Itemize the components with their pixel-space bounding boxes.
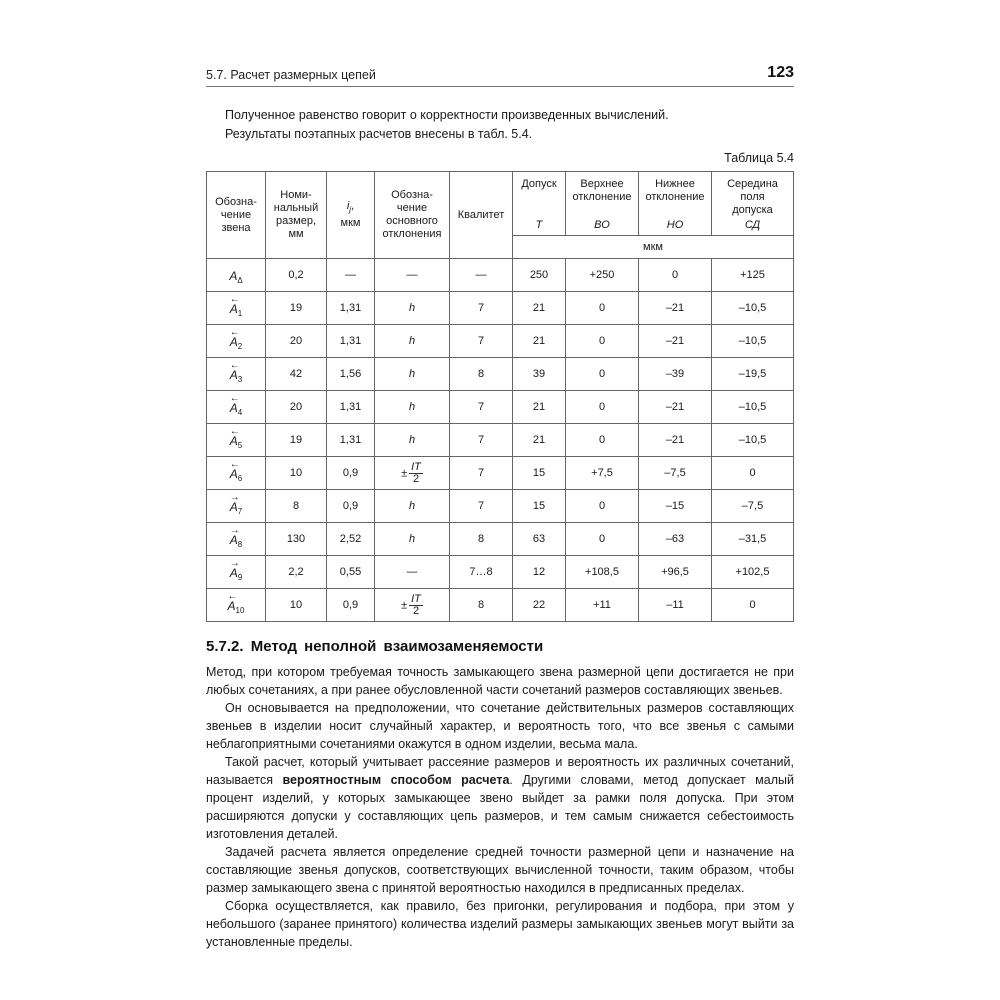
tolerance: 250 (513, 259, 566, 292)
tolerance-unit: 2,52 (327, 523, 375, 556)
tolerance: 21 (513, 292, 566, 325)
direction-arrow-icon: → (229, 558, 240, 569)
lower-deviation: –15 (639, 490, 712, 523)
main-deviation: ± $\frac{IT}{2}$ (375, 589, 450, 622)
direction-arrow-icon: ← (229, 426, 240, 437)
tolerance: 21 (513, 424, 566, 457)
link-symbol: ← $A_3$ (207, 358, 266, 391)
link-symbol: → $A_7$ (207, 490, 266, 523)
nominal-size: 8 (266, 490, 327, 523)
link-symbol: ← $A_4$ (207, 391, 266, 424)
nominal-size: 2,2 (266, 556, 327, 589)
lower-deviation: –21 (639, 292, 712, 325)
page-number: 123 (767, 64, 794, 81)
lower-deviation: –21 (639, 391, 712, 424)
main-deviation: h (375, 490, 450, 523)
main-deviation: h (375, 391, 450, 424)
main-deviation: h (375, 358, 450, 391)
grade: — (450, 259, 513, 292)
direction-arrow-icon: ← (227, 591, 238, 602)
field-midpoint: –31,5 (712, 523, 794, 556)
grade: 7 (450, 490, 513, 523)
field-midpoint: 0 (712, 457, 794, 490)
upper-deviation: 0 (566, 490, 639, 523)
tolerance: 63 (513, 523, 566, 556)
page-header (206, 66, 794, 86)
upper-deviation: 0 (566, 358, 639, 391)
direction-arrow-icon: ← (229, 360, 240, 371)
lower-deviation: –11 (639, 589, 712, 622)
tolerance: 21 (513, 391, 566, 424)
lower-deviation: –21 (639, 424, 712, 457)
tolerance: 22 (513, 589, 566, 622)
tolerance-unit: 1,31 (327, 292, 375, 325)
link-symbol: → $A_8$ (207, 523, 266, 556)
tolerance-unit: 1,56 (327, 358, 375, 391)
table-row (207, 391, 794, 424)
tolerance: 21 (513, 325, 566, 358)
direction-arrow-icon: ← (229, 327, 240, 338)
tolerance-unit: 1,31 (327, 424, 375, 457)
nominal-size: 10 (266, 457, 327, 490)
nominal-size: 20 (266, 391, 327, 424)
direction-arrow-icon: → (229, 525, 240, 536)
lower-deviation: –21 (639, 325, 712, 358)
link-symbol: $A_\Delta$ (207, 259, 266, 292)
table-row (207, 556, 794, 589)
tolerance-unit: 0,9 (327, 589, 375, 622)
paragraph: Сборка осуществляется, как правило, без пригонки, регулирования и подбора, при этом у небольшого (заранее принятого) количества изделий размеры замыкающих звеньев могут выйти за установленные пределы. (206, 899, 794, 949)
field-midpoint: –19,5 (712, 358, 794, 391)
upper-deviation: 0 (566, 391, 639, 424)
lower-deviation: +96,5 (639, 556, 712, 589)
table-row (207, 424, 794, 457)
intro-line: Результаты поэтапных расчетов внесены в табл. 5.4. (225, 127, 533, 141)
nominal-size: 42 (266, 358, 327, 391)
nominal-size: 19 (266, 292, 327, 325)
table-row (207, 457, 794, 490)
paragraph: Такой расчет, который учитывает рассеяние размеров и вероятность их различных сочетаний, называется вероятностным способом расчета. Другими словами, метод допускает малый процент изделий, у которых замыкающее звено выйдет за рамки поля допуска. При этом расширяются допуски у составляющих цепь размеров, и тем самым снижается себестоимость изготовления деталей. (206, 755, 794, 841)
field-midpoint: –10,5 (712, 292, 794, 325)
col-header-grade: Квалитет (450, 172, 513, 259)
table-row (207, 259, 794, 292)
table-row (207, 589, 794, 622)
main-deviation: — (375, 259, 450, 292)
grade: 7 (450, 424, 513, 457)
field-midpoint: +102,5 (712, 556, 794, 589)
dimension-chain-table (206, 171, 794, 622)
tolerance: 39 (513, 358, 566, 391)
grade: 7 (450, 292, 513, 325)
nominal-size: 19 (266, 424, 327, 457)
upper-deviation: +250 (566, 259, 639, 292)
upper-deviation: 0 (566, 292, 639, 325)
main-deviation: h (375, 424, 450, 457)
paragraph: Метод, при котором требуемая точность замыкающего звена размерной цепи достигается не при любых сочетаниях, а при ранее обусловленной части сочетаний размеров составляющих звеньев. (206, 665, 794, 697)
upper-deviation: 0 (566, 424, 639, 457)
paragraph: Задачей расчета является определение средней точности размерной цепи и назначение на составляющие звенья допусков, соответствующих вычисленной точности, таким образом, чтобы размер замыкающего звена с принятой вероятностью находился в предписанных пределах. (206, 845, 794, 895)
paragraph: Он основывается на предположении, что сочетание действительных размеров составляющих звеньев в изделии носит случайный характер, и вероятность того, что все звенья с самыми неблагоприятными сочетаниями окажутся в одном изделии, весьма мала. (206, 701, 794, 751)
intro-line: Полученное равенство говорит о корректности произведенных вычислений. (225, 108, 669, 122)
upper-deviation: 0 (566, 523, 639, 556)
upper-deviation: +108,5 (566, 556, 639, 589)
direction-arrow-icon: ← (229, 393, 240, 404)
field-midpoint: –10,5 (712, 325, 794, 358)
intro-text (225, 106, 785, 144)
col-header-upper: Верхнее отклонение ВО (566, 172, 639, 236)
nominal-size: 20 (266, 325, 327, 358)
upper-deviation: +11 (566, 589, 639, 622)
direction-arrow-icon: → (229, 492, 240, 503)
grade: 7 (450, 457, 513, 490)
main-deviation: h (375, 292, 450, 325)
table-row (207, 490, 794, 523)
link-symbol: ← $A_2$ (207, 325, 266, 358)
field-midpoint: –10,5 (712, 424, 794, 457)
nominal-size: 10 (266, 589, 327, 622)
link-symbol: ← $A_{10}$ (207, 589, 266, 622)
table-row (207, 523, 794, 556)
grade: 8 (450, 358, 513, 391)
lower-deviation: –63 (639, 523, 712, 556)
section-title: 5.7.2. Метод неполной взаимозаменяемости (206, 638, 544, 655)
grade: 8 (450, 589, 513, 622)
tolerance: 15 (513, 490, 566, 523)
bold-term: вероятностным способом расчета (282, 773, 510, 787)
tolerance-unit: 0,55 (327, 556, 375, 589)
tolerance-unit: 1,31 (327, 391, 375, 424)
lower-deviation: 0 (639, 259, 712, 292)
col-header-name: Обозна- чение звена (207, 172, 266, 259)
unit-row-label: мкм (513, 236, 794, 259)
direction-arrow-icon: ← (229, 294, 240, 305)
tolerance: 12 (513, 556, 566, 589)
col-header-lower: Нижнее отклонение НО (639, 172, 712, 236)
field-midpoint: –10,5 (712, 391, 794, 424)
lower-deviation: –39 (639, 358, 712, 391)
link-symbol: → $A_9$ (207, 556, 266, 589)
field-midpoint: 0 (712, 589, 794, 622)
direction-arrow-icon: ← (229, 459, 240, 470)
grade: 7 (450, 391, 513, 424)
upper-deviation: +7,5 (566, 457, 639, 490)
tolerance-unit: 0,9 (327, 490, 375, 523)
main-deviation: — (375, 556, 450, 589)
upper-deviation: 0 (566, 325, 639, 358)
grade: 7…8 (450, 556, 513, 589)
main-deviation: ± $\frac{IT}{2}$ (375, 457, 450, 490)
col-header-ij: $i_j$, мкм (327, 172, 375, 259)
main-deviation: h (375, 523, 450, 556)
col-header-tolerance: Допуск T (513, 172, 566, 236)
table-caption: Таблица 5.4 (724, 151, 794, 165)
nominal-size: 0,2 (266, 259, 327, 292)
tolerance: 15 (513, 457, 566, 490)
nominal-size: 130 (266, 523, 327, 556)
table-row (207, 292, 794, 325)
header-rule (206, 86, 794, 87)
tolerance-unit: 0,9 (327, 457, 375, 490)
field-midpoint: +125 (712, 259, 794, 292)
link-symbol: ← $A_6$ (207, 457, 266, 490)
grade: 8 (450, 523, 513, 556)
body-text (206, 663, 794, 951)
table-row (207, 358, 794, 391)
link-symbol: ← $A_1$ (207, 292, 266, 325)
main-deviation: h (375, 325, 450, 358)
grade: 7 (450, 325, 513, 358)
tolerance-unit: 1,31 (327, 325, 375, 358)
col-header-midpoint: Середина поля допуска СД (712, 172, 794, 236)
col-header-nominal: Номи- нальный размер, мм (266, 172, 327, 259)
running-header-section: 5.7. Расчет размерных цепей (206, 68, 376, 82)
col-header-main-deviation: Обозна- чение основного отклонения (375, 172, 450, 259)
lower-deviation: –7,5 (639, 457, 712, 490)
table-row (207, 325, 794, 358)
field-midpoint: –7,5 (712, 490, 794, 523)
link-symbol: ← $A_5$ (207, 424, 266, 457)
tolerance-unit: — (327, 259, 375, 292)
